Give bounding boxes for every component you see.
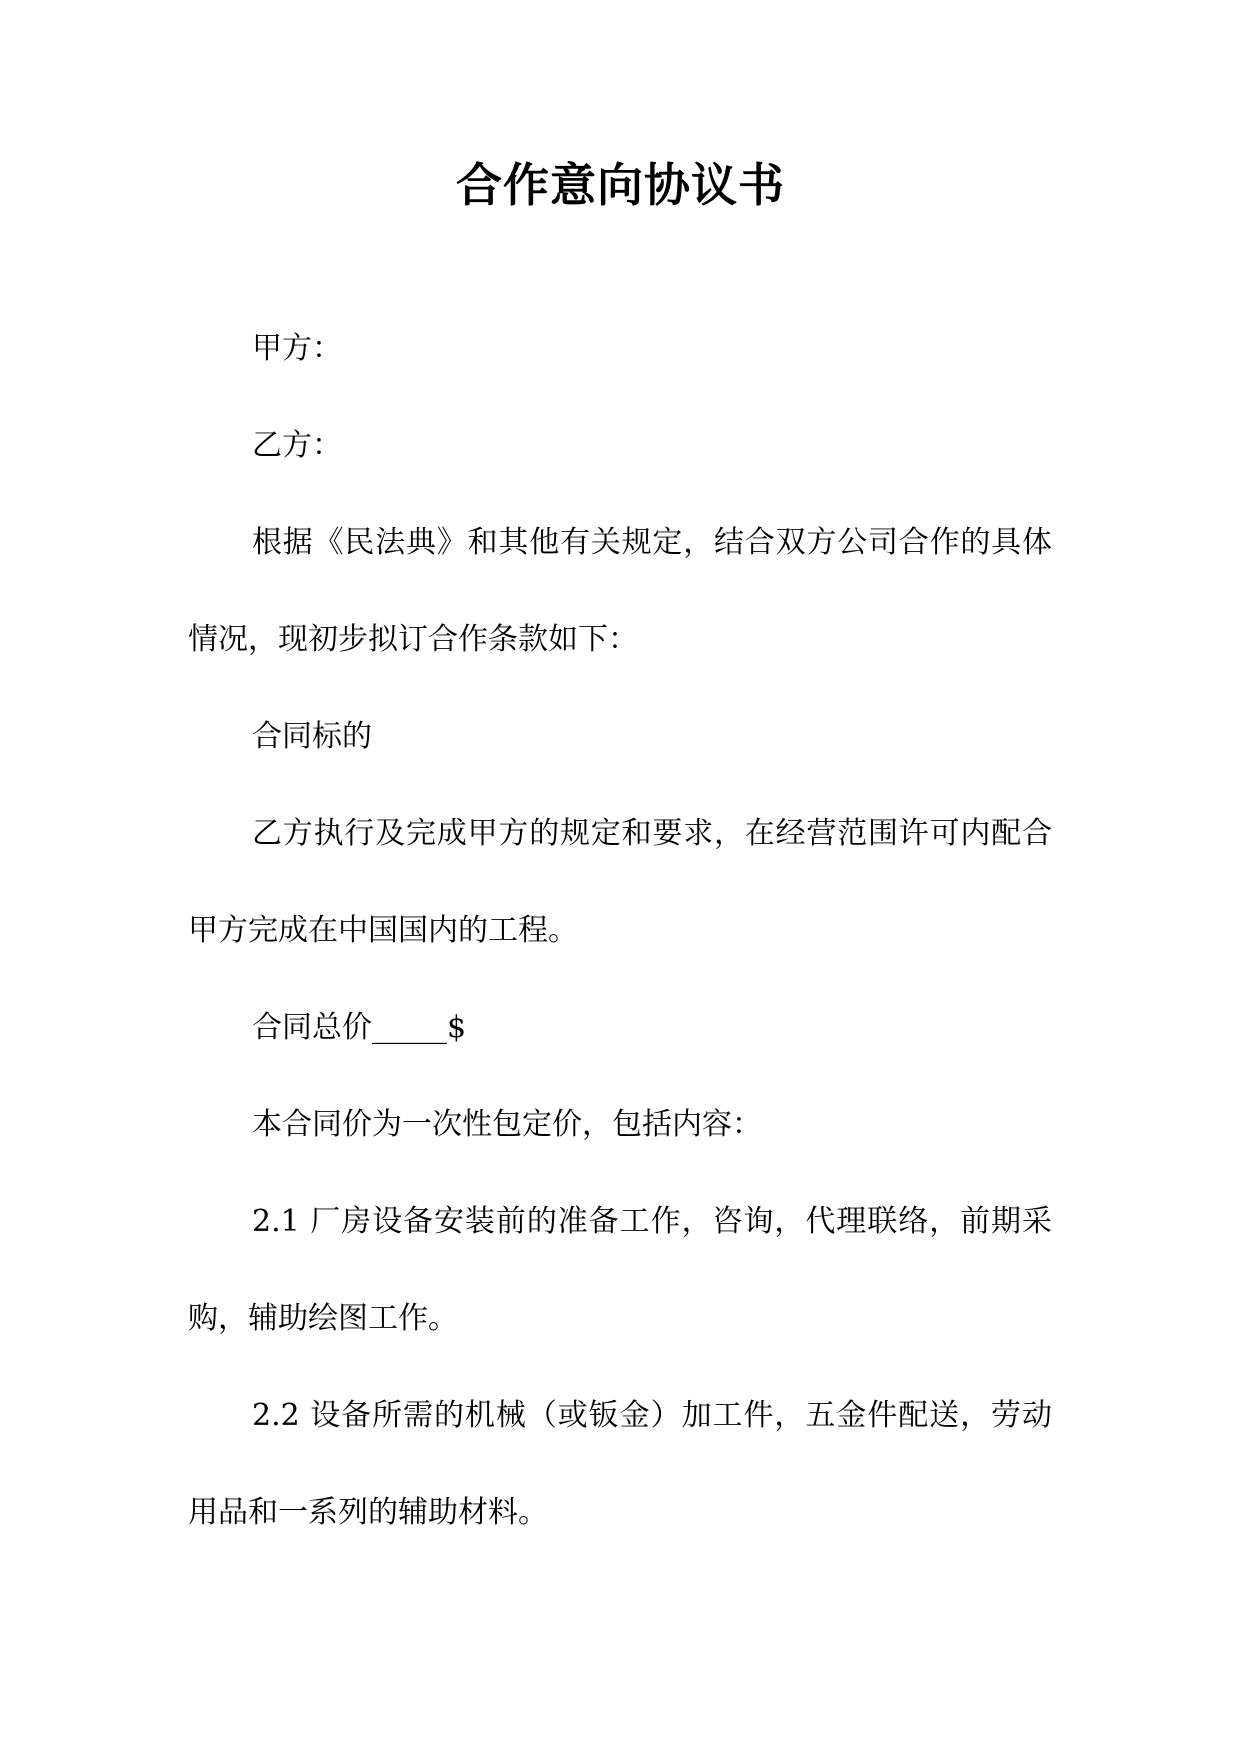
document-title: 合作意向协议书 (456, 158, 785, 212)
clause-2-1: 2.1 厂房设备安装前的准备工作，咨询，代理联络，前期采购，辅助绘图工作。 (188, 1204, 1052, 1336)
clause-2-2: 2.2 设备所需的机械（或钣金）加工件，五金件配送，劳动用品和一系列的辅助材料。 (188, 1398, 1052, 1530)
party-b-line: 乙方： (252, 428, 342, 463)
section-heading-contract-subject: 合同标的 (252, 719, 372, 754)
contract-subject-paragraph: 乙方执行及完成甲方的规定和要求，在经营范围许可内配合甲方完成在中国国内的工程。 (188, 816, 1052, 948)
party-a-line: 甲方： (252, 331, 342, 366)
document-body (188, 300, 1052, 1561)
price-scope-intro: 本合同价为一次性包定价，包括内容： (252, 1107, 762, 1142)
preamble-paragraph: 根据《民法典》和其他有关规定，结合双方公司合作的具体情况，现初步拟订合作条款如下： (188, 525, 1052, 657)
contract-total-price-line: 合同总价_____$ (252, 1010, 467, 1045)
